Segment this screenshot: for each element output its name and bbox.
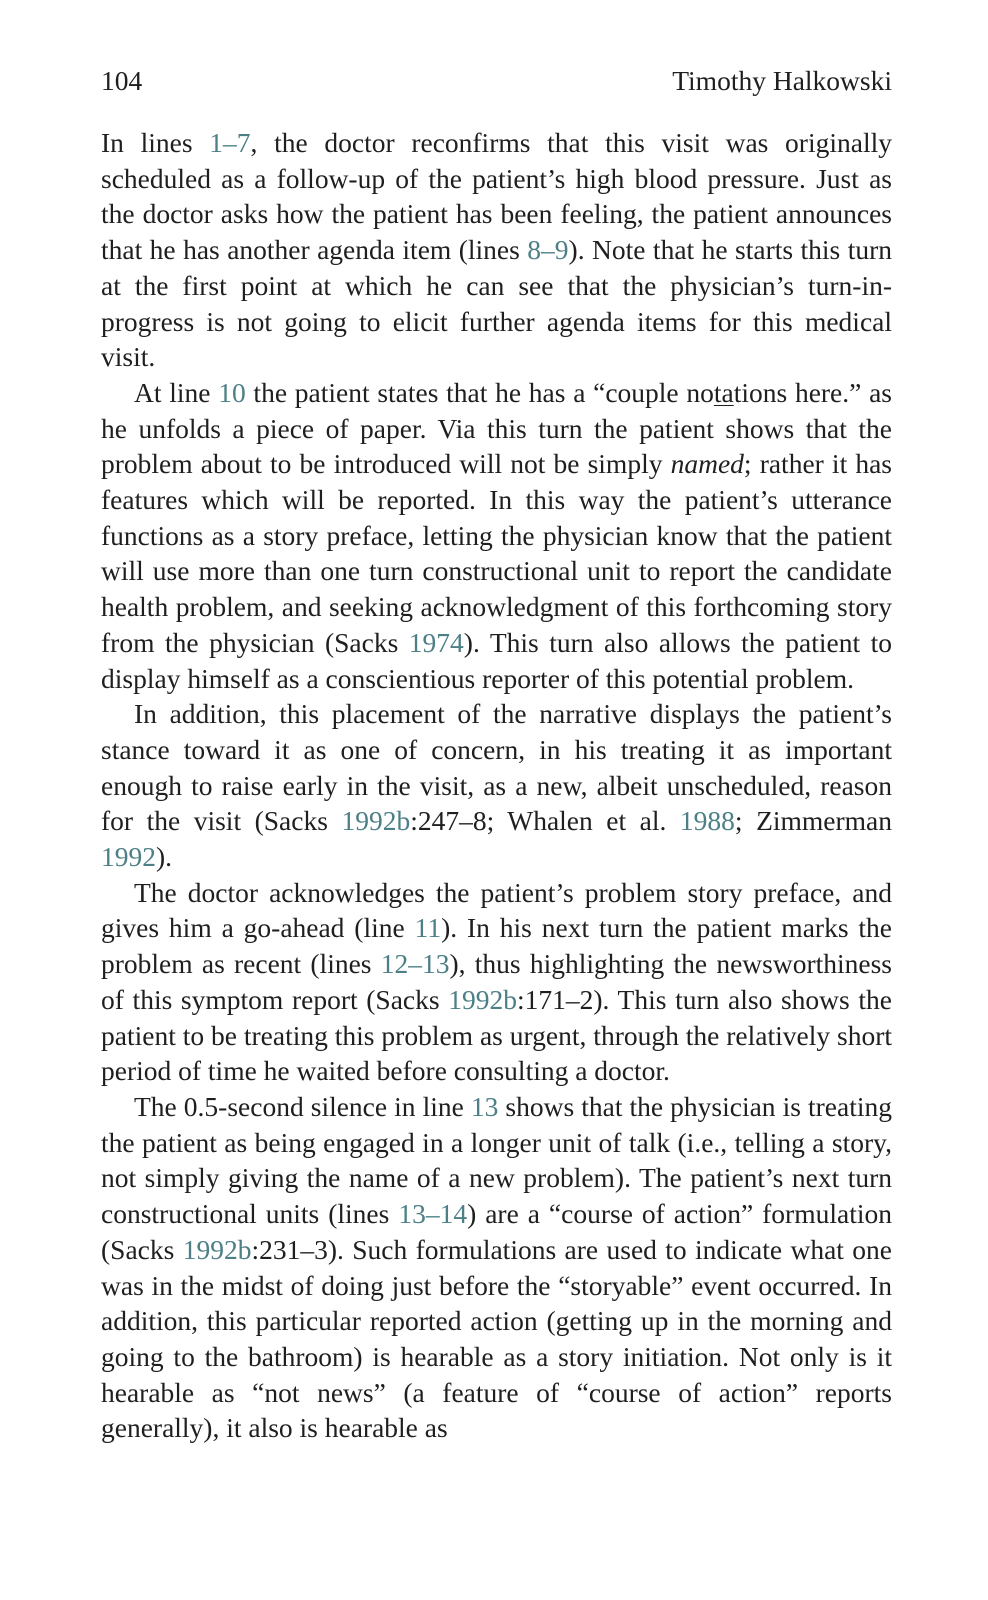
citation-link[interactable]: 1992b — [182, 1233, 252, 1265]
running-head-author: Timothy Halkowski — [672, 65, 892, 96]
citation-link[interactable]: 1974 — [408, 626, 464, 658]
text-span: ). This turn also allows the patient to display himself as a conscientious reporter of this potential problem. — [101, 626, 892, 694]
line-reference-link[interactable]: 13 — [470, 1090, 499, 1122]
text-span: :231–3). Such formulations are used to indicate what one was in the midst of doing just before the “storyable” event occurred. In addition, this particular reported action (getting up in the morning and going to the bathroom) is hearable as a story initiation. Not only is it hearable as “not news” (a feature of “course of action” reports generally), it also is hearable as — [101, 1233, 892, 1444]
text-span: ) are a “course of action” formulation (Sacks — [101, 1198, 892, 1265]
text-span: ; rather it has features which will be reported. In this way the patient’s utterance functions as a story preface, letting the physician know that the patient will use more than one turn constructional unit to report the candidate health problem, and seeking acknowledgment of this forthcoming story from the physician (Sacks — [101, 448, 893, 658]
text-span: ; Zimmerman — [734, 805, 892, 837]
line-reference-link[interactable]: 8–9 — [527, 234, 569, 266]
text-span: shows that the physician is treating the patient as being engaged in a longer unit of talk (i.e., telling a story, not simply giving the name of a new problem). The patient’s next turn constructional units (lines — [101, 1090, 892, 1230]
line-reference-link[interactable]: 13–14 — [398, 1198, 468, 1230]
text-span: ). — [156, 841, 173, 873]
text-span: ), thus highlighting the newsworthiness of this symptom report (Sacks — [101, 948, 892, 1015]
text-span: In lines — [101, 127, 210, 158]
line-reference-link[interactable]: 1–7 — [209, 127, 251, 158]
line-reference-link[interactable]: 12–13 — [380, 948, 450, 980]
text-span: The doctor acknowledges the patient’s problem story preface, and gives him a go-ahead (line — [101, 876, 892, 944]
paragraph-5 — [101, 1089, 892, 1446]
underlined-text: ta — [713, 376, 734, 408]
paragraph-2 — [101, 375, 892, 696]
text-span: ). Note that he starts this turn at the first point at which he can see that the physician’s turn-in-progress is not going to elicit further agenda items for this medical visit. — [101, 234, 892, 373]
text-span: :247–8; Whalen et al. — [410, 805, 680, 837]
text-span: At line — [134, 376, 219, 408]
line-reference-link[interactable]: 10 — [218, 376, 246, 408]
citation-link[interactable]: 1992b — [448, 983, 517, 1015]
citation-link[interactable]: 1988 — [679, 805, 735, 837]
text-span: In addition, this placement of the narrative displays the patient’s stance toward it as one of concern, in his treating it as important enough to raise early in the visit, as a new, albeit unscheduled, reason for the visit (Sacks — [101, 698, 892, 837]
text-span: , the doctor reconfirms that this visit was originally scheduled as a follow-up of the patient’s high blood pressure. Just as the doctor asks how the patient has been feeling, the patient announces that he has another agenda item (lines — [101, 127, 892, 266]
citation-link[interactable]: 1992 — [101, 841, 156, 873]
line-reference-link[interactable]: 11 — [414, 912, 442, 944]
paragraph-3 — [101, 696, 892, 875]
text-span: ). In his next turn the patient marks the problem as recent (lines — [101, 912, 892, 980]
citation-link[interactable]: 1992b — [341, 805, 411, 837]
text-span: The 0.5-second silence in line — [134, 1090, 471, 1122]
text-span: tions here.” as he unfolds a piece of paper. Via this turn the patient shows that the problem about to be introduced will not be simply — [101, 376, 892, 480]
paragraph-4 — [101, 875, 892, 1089]
text-span: :171–2). This turn also shows the patient to be treating this problem as urgent, through the relatively short period of time he waited before consulting a doctor. — [101, 983, 892, 1087]
paragraph-1 — [101, 125, 892, 375]
page-number: 104 — [101, 65, 143, 96]
text-span: the patient states that he has a “couple no — [245, 376, 714, 408]
body-text — [101, 125, 892, 1446]
italic-text: named — [670, 448, 744, 480]
